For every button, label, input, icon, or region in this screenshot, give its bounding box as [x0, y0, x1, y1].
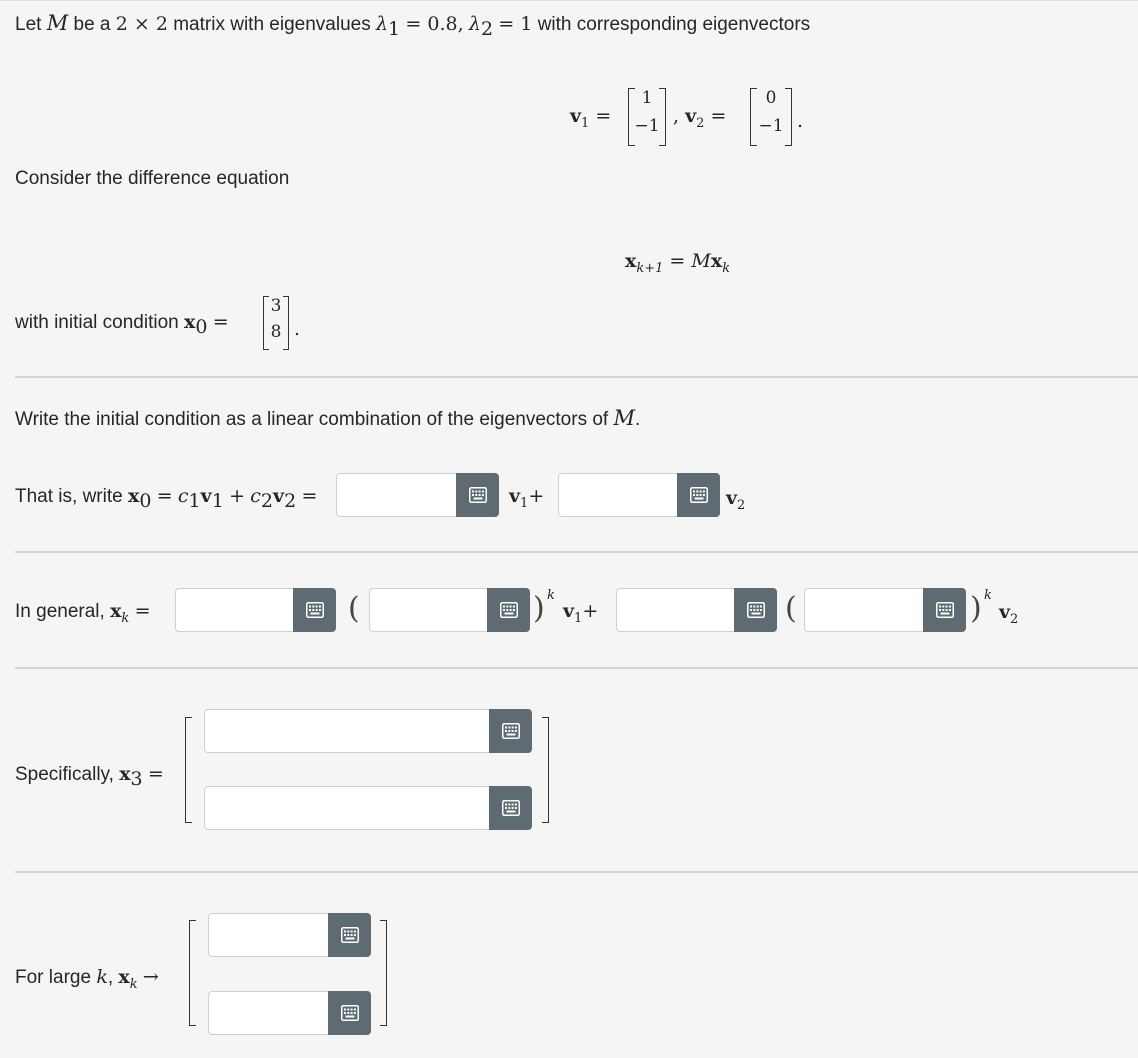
- difference-equation: $x_{k+1} = Mx_k$: [625, 250, 731, 276]
- open-paren: (: [348, 591, 360, 626]
- keyboard-button[interactable]: [734, 588, 777, 632]
- period: .: [797, 110, 804, 132]
- divider: [15, 551, 1138, 553]
- keyboard-icon: [690, 487, 708, 503]
- base1-input[interactable]: [369, 588, 488, 632]
- v1-plus-label: $v_1+$: [509, 485, 545, 511]
- v1-vector: 1 −1: [628, 88, 666, 146]
- v1-label: $v_1$ =: [570, 105, 612, 131]
- keyboard-icon: [936, 602, 954, 618]
- x3-first-input[interactable]: [204, 709, 490, 753]
- c2-input[interactable]: [558, 473, 678, 517]
- coef2-input[interactable]: [616, 588, 735, 632]
- keyboard-icon: [306, 602, 324, 618]
- x3-second-input[interactable]: [204, 786, 490, 830]
- keyboard-button[interactable]: [923, 588, 966, 632]
- close-paren: ): [970, 591, 982, 626]
- initial-condition: with initial condition $x_0$ =: [15, 311, 229, 338]
- divider: [15, 667, 1138, 669]
- keyboard-button[interactable]: [328, 913, 371, 957]
- keyboard-icon: [341, 1005, 359, 1021]
- left-bracket: [189, 920, 196, 1026]
- base2-input[interactable]: [804, 588, 924, 632]
- keyboard-icon: [502, 723, 520, 739]
- keyboard-icon: [469, 487, 487, 503]
- keyboard-icon: [747, 602, 765, 618]
- open-paren: (: [785, 591, 797, 626]
- q1-expression: That is, write $x_0 = c_1v_1 + c_2v_2$ =: [15, 485, 318, 512]
- q1-prompt: Write the initial condition as a linear combination of the eigenvectors of M.: [15, 406, 641, 430]
- keyboard-button[interactable]: [489, 786, 532, 830]
- right-bracket: [380, 920, 387, 1026]
- x0-vector: 3 8: [263, 296, 289, 350]
- keyboard-icon: [500, 602, 518, 618]
- keyboard-icon: [502, 800, 520, 816]
- keyboard-button[interactable]: [456, 473, 499, 517]
- limit-first-input[interactable]: [208, 913, 329, 957]
- right-bracket: [542, 717, 549, 823]
- v1-plus-label: $v_1+$: [563, 600, 599, 626]
- v2-label: $v_2$: [726, 487, 746, 513]
- keyboard-button[interactable]: [293, 588, 336, 632]
- q4-expression: For large k, $x_k$ →: [15, 966, 159, 992]
- consider-text: Consider the difference equation: [15, 168, 290, 189]
- v2-vector: 0 −1: [750, 88, 792, 146]
- q2-expression: In general, $x_k$ =: [15, 600, 151, 626]
- divider: [15, 871, 1138, 873]
- exponent-k: k: [984, 588, 992, 603]
- keyboard-button[interactable]: [328, 991, 371, 1035]
- keyboard-button[interactable]: [489, 709, 532, 753]
- keyboard-button[interactable]: [677, 473, 720, 517]
- q3-expression: Specifically, $x_3$ =: [15, 763, 164, 790]
- keyboard-icon: [341, 927, 359, 943]
- limit-second-input[interactable]: [208, 991, 329, 1035]
- coef1-input[interactable]: [175, 588, 294, 632]
- close-paren: ): [533, 591, 545, 626]
- intro-sentence: Let M be a 2 × 2 matrix with eigenvalues $\lambda_1 = 0.8$, $\lambda_2 = 1$ with corresponding eigenvectors: [15, 11, 811, 40]
- v2-label: , $v_2$ =: [673, 105, 727, 131]
- exponent-k: k: [547, 588, 555, 603]
- top-border: [0, 0, 1138, 1]
- c1-input[interactable]: [336, 473, 457, 517]
- v2-label: $v_2$: [999, 601, 1019, 627]
- keyboard-button[interactable]: [487, 588, 530, 632]
- divider: [15, 376, 1138, 378]
- left-bracket: [185, 717, 192, 823]
- period: .: [294, 318, 301, 340]
